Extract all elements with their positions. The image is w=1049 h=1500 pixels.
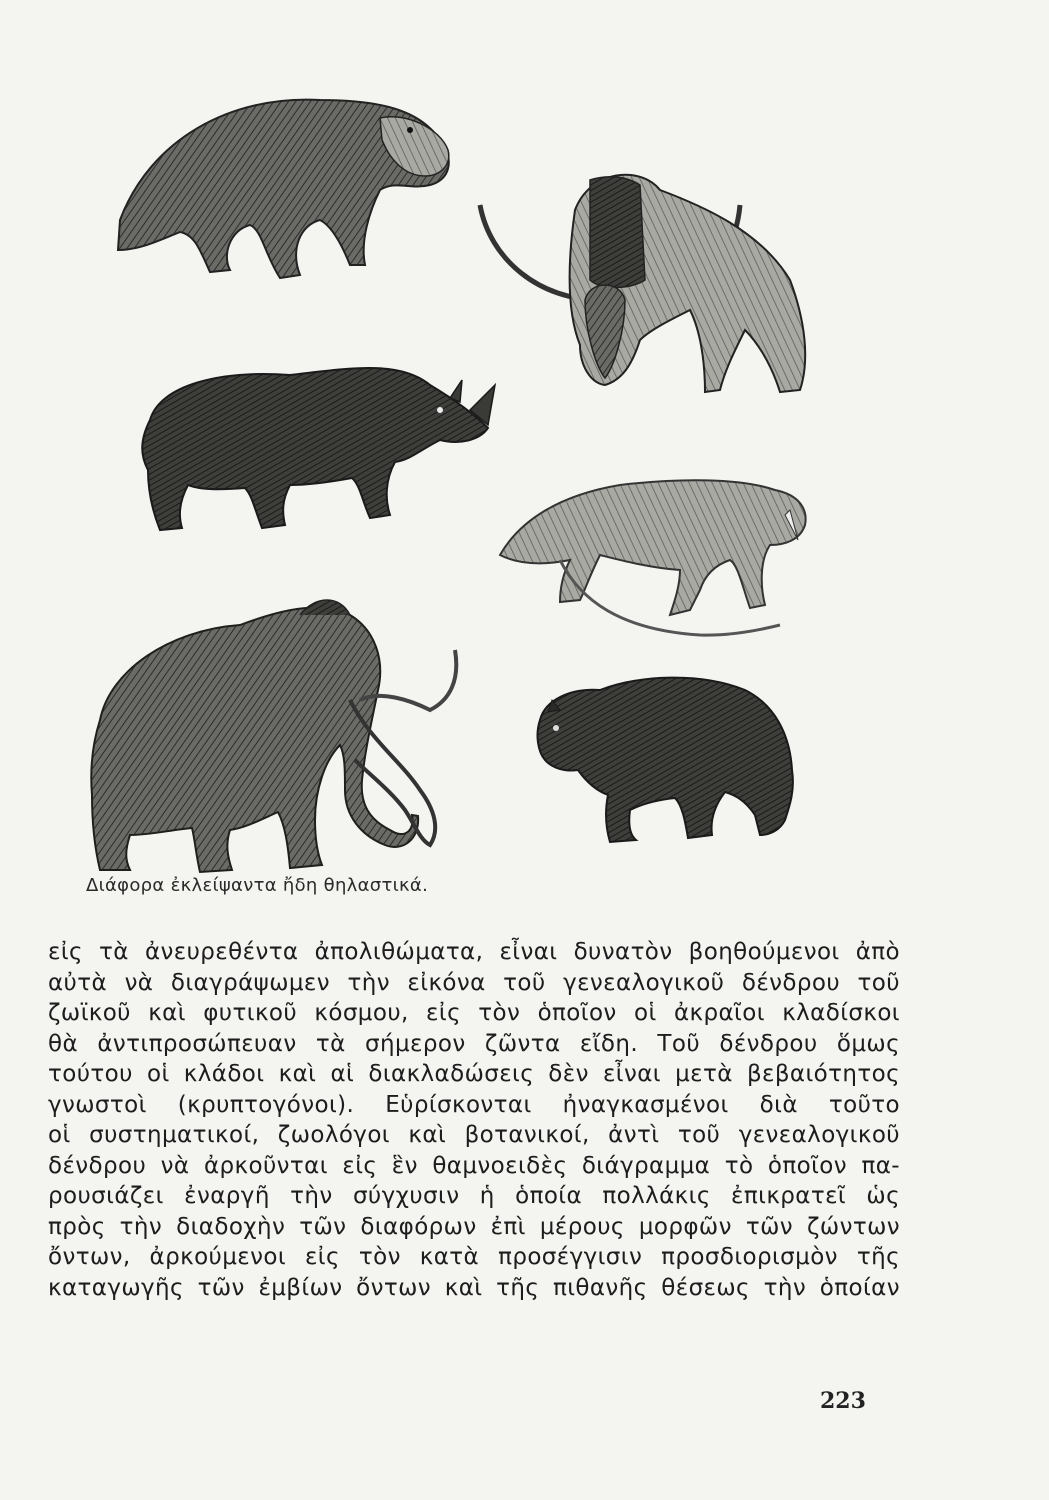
text-line: θὰ ἀντιπροσώπευαν τὰ σήμερον ζῶντα εἴδη. Τοῦ δένδρου ὅμως (48, 1030, 900, 1057)
ground-sloth-drawing (118, 100, 449, 278)
page-number: 223 (820, 1388, 866, 1414)
text-line: ζωϊκοῦ καὶ φυτικοῦ κόσμου, εἰς τὸν ὁποῖον οἱ ἀκραῖοι κλαδίσκοι (48, 1000, 900, 1026)
woolly-rhinoceros-drawing (142, 368, 495, 530)
text-line: γνωστοὶ (κρυπτογόνοι). Εὑρίσκονται ἠναγκασμένοι διὰ τοῦτο (48, 1091, 900, 1118)
figure-caption: Διάφορα ἐκλείψαντα ἤδη θηλαστικά. (86, 875, 429, 896)
body-paragraph (48, 937, 900, 1303)
text-line: οἱ συστηματικοί, ζωολόγοι καὶ βοτανικοί, ἀντὶ τοῦ γενεαλογικοῦ (48, 1122, 900, 1148)
woolly-mammoth-drawing (91, 600, 456, 872)
sabre-toothed-cat-drawing (500, 480, 806, 635)
text-line: ρουσιάζει ἐναργῆ τὴν σύγχυσιν ἡ ὁποία πολλάκις ἐπικρατεῖ ὡς (48, 1183, 900, 1209)
text-line: πρὸς τὴν διαδοχὴν τῶν διαφόρων ἐπὶ μέρους μορφῶν τῶν ζώντων (48, 1213, 900, 1240)
text-line: τούτου οἱ κλάδοι καὶ αἱ διακλαδώσεις δὲν εἶναι μετὰ βεβαιότητος (48, 1061, 900, 1087)
text-line: δένδρου νὰ ἀρκοῦνται εἰς ἓν θαμνοειδὲς διάγραμμα τὸ ὁποῖον πα- (48, 1152, 900, 1179)
text-line: ὄντων, ἀρκούμενοι εἰς τὸν κατὰ προσέγγισιν προσδιορισμὸν τῆς (48, 1244, 900, 1270)
long-horned-bison-drawing (480, 175, 805, 392)
text-line: εἰς τὰ ἀνευρεθέντα ἀπολιθώματα, εἶναι δυνατὸν βοηθούμενοι ἀπὸ (48, 939, 900, 965)
cave-bear-drawing (538, 678, 793, 842)
text-line: αὐτὰ νὰ διαγράψωμεν τὴν εἰκόνα τοῦ γενεαλογικοῦ δένδρου τοῦ (48, 969, 900, 996)
text-line: καταγωγῆς τῶν ἐμβίων ὄντων καὶ τῆς πιθανῆς θέσεως τὴν ὁποίαν (48, 1274, 900, 1301)
